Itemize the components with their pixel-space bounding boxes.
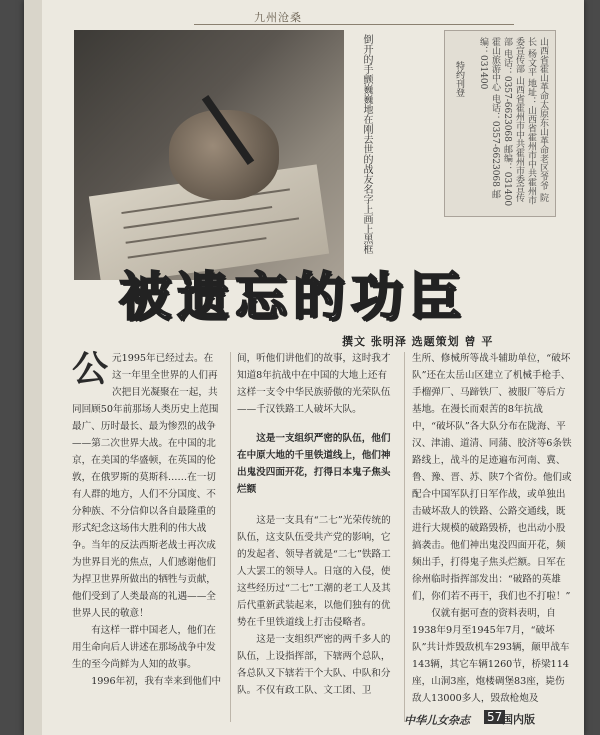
column-divider: [230, 352, 231, 722]
paragraph: 1996年初，我有幸来到他们中: [91, 676, 222, 687]
author-intro-text: 山西省霍山革命太原东山革命老区爷爷 院长 杨文平 地址：山西省霍州市中共霍州市委宣传部 山西省霍州市中共霍州市委宣传部 电话：0357-6623068 邮编：031400 霍山旅游中心 电话：0357-6623068 邮编：031400: [478, 37, 548, 207]
intro-tag: 特约刊登: [454, 61, 464, 97]
column-3: [412, 350, 572, 707]
photo-caption: 倒开的手颤巍巍地在刚去世的战友名字上画上黑框: [361, 34, 372, 254]
column-1: [72, 350, 222, 690]
paragraph: 元1995年已经过去。在这一年里全世界的人们再次把目光凝聚在一起，共同回顾50年前那场人类历史上范围最广、历时最长、最为惨烈的战争——第二次世界大战。在中国的北京，在美国的华盛顿，在英国的伦敦，在俄罗斯的莫斯科……在一切有人群的地方，人们不分国度、不分种族、不分信仰以各自最隆重的形式纪念这场伟大胜利的伟大战争。当年的反法西斯老战士再次成为世界目光的焦点，人们感谢他们为捍卫世界所做出的牺牲与贡献，他们受到了人类最高的礼遇——全世界人民的敬意！: [72, 353, 219, 619]
section-header: 九州沧桑: [254, 11, 302, 24]
author-intro-box: [444, 30, 556, 217]
pull-quote: 这是一支组织严密的队伍，他们在中原大地的千里铁道线上，他们神出鬼没四面开花，打得日本鬼子焦头烂额: [237, 433, 391, 495]
paragraph: 仅就有据可查的资料表明，自1938年9月至1945年7月，“破坏队”共计炸毁敌机车293辆，颠甲战车143辆，其它车辆1260节，桥梁114座，山洞3座，炮楼碉堡83座，毙伤敌人13000多人，毁敌枪炮及: [412, 608, 570, 704]
paragraph: 这是一支组织严密的两千多人的队伍，上设指挥部，下辖两个总队，各总队又下辖若干个大队、中队和分队。不仅有政工队、文工团、卫: [237, 634, 391, 696]
drop-cap: 公: [72, 348, 109, 390]
edition-label: 国内版: [502, 713, 535, 726]
paragraph: 有这样一群中国老人，他们在用生命向后人讲述在那场战争中发生的至今尚鲜为人知的故事。: [72, 625, 216, 670]
paragraph: 间，听他们讲他们的故事，这时我才知道8年抗战中在中国的大地上还有这样一支令中华民族骄傲的光荣队伍——千汉铁路工人破坏大队。: [237, 353, 391, 415]
page-gutter: [24, 0, 42, 735]
paragraph: 生所、修械所等战斗辅助单位，“破坏队”还在太岳山区建立了机械手枪手、手榴弹厂、马蹄铁厂、被服厂等后方基地。在漫长而艰苦的8年抗战中，“破坏队”各大队分布在陇海、平汉、津浦、道清、同蒲、胶济等6条铁路线上，战斗的足迹遍布河南、冀、鲁、豫、晋、苏、陕7个省份。他们或配合中国军队打日军作战，或单独出击破坏敌人的铁路、公路交通线，既进行大规模的破路毁桥，也出动小股搞袭击。他们神出鬼没四面开花，频频出手，打得鬼子焦头烂额。日军在徐州临时指挥部发出：“破路的英雄们，你们若不再干，我们也不打啦！”: [412, 353, 572, 602]
magazine-name: 中华儿女杂志: [404, 714, 470, 727]
page-number: 57: [484, 710, 505, 724]
byline: 撰文 张明泽 选题策划 曾 平: [342, 335, 494, 348]
article-title: 被遗忘的功臣: [119, 267, 468, 328]
hero-photo: [74, 30, 344, 280]
column-2: [237, 350, 395, 699]
column-divider: [404, 352, 405, 722]
paragraph: 这是一支具有“二七”光荣传统的队伍，这支队伍受共产党的影响，它的发起者、领导者就是“二七”铁路工人大罢工的领导人。日寇的入侵，使这些经历过“二七”工潮的老工人及其后代重新武装起来，以他们独有的优势在千里铁道线上打击侵略者。: [237, 515, 391, 628]
magazine-page: [24, 0, 584, 735]
header-rule: [194, 8, 514, 25]
